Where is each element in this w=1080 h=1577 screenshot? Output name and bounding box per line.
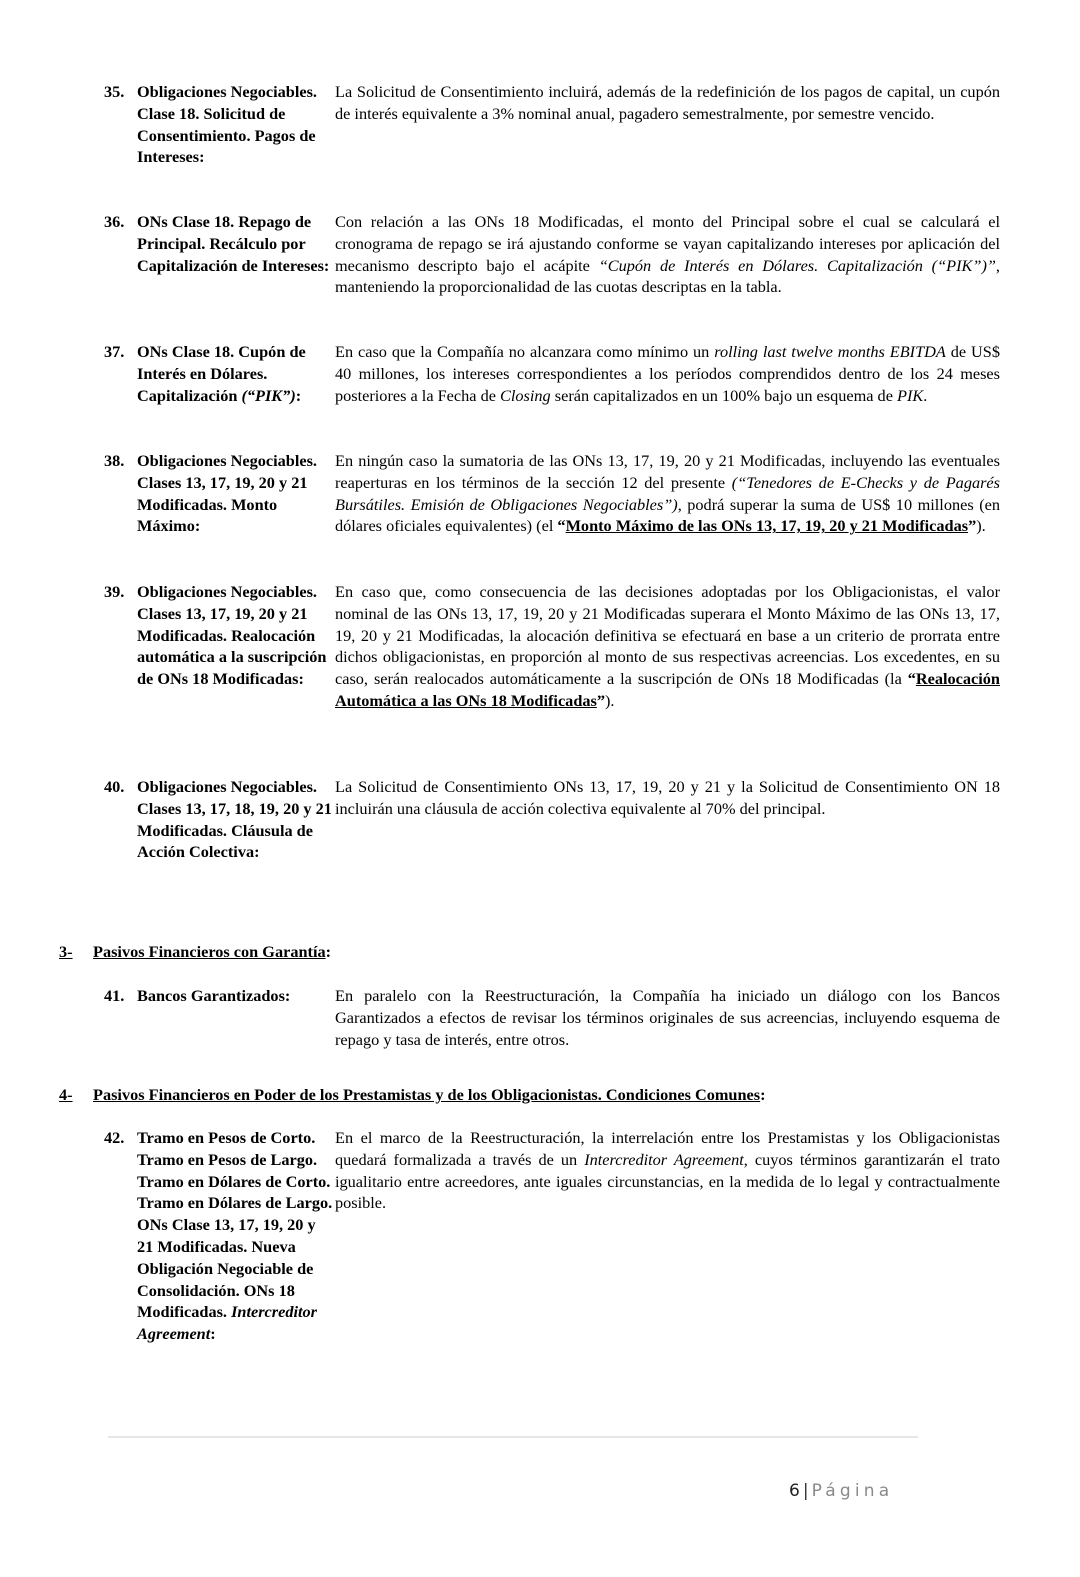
clause-body: Con relación a las ONs 18 Modificadas, el monto del Principal sobre el cual se calculará el cronograma de repago se irá ajustando conforme se vayan capitalizando intereses por aplicación del mecanismo descripto bajo el acápite “Cupón de Interés en Dólares. Capitalización (“PIK”)”, manteniendo la proporcionalidad de las cuotas descriptas en la tabla. <box>335 212 1000 297</box>
defined-term: Realocación Automática a las ONs 18 Modificadas <box>335 669 1000 710</box>
page-number-value: 6 <box>789 1481 800 1501</box>
page-word: Página <box>811 1481 894 1501</box>
clause-number: 37. <box>104 342 125 361</box>
section-heading-3: 3- Pasivos Financieros con Garantía: <box>59 942 332 961</box>
section-title: Pasivos Financieros en Poder de los Prestamistas y de los Obligacionistas. Condiciones Comunes <box>93 1085 761 1104</box>
clause-37 <box>104 341 1000 406</box>
clause-body: En el marco de la Reestructuración, la interrelación entre los Prestamistas y los Obligacionistas quedará formalizada a través de un Intercreditor Agreement, cuyos términos garantizarán el trato igualitario entre acreedores, ante iguales circunstancias, en la medida de lo legal y contractualmente posible. <box>335 1128 1001 1213</box>
clause-number: 40. <box>104 777 125 796</box>
section-title: Pasivos Financieros con Garantía <box>93 942 326 961</box>
clause-body: La Solicitud de Consentimiento ONs 13, 17, 19, 20 y 21 y la Solicitud de Consentimiento ON 18 incluirán una cláusula de acción colectiva equivalente al 70% del principal. <box>335 777 1000 818</box>
clause-label: Obligaciones Negociables. Clase 18. Solicitud de Consentimiento. Pagos de Intereses: <box>137 82 317 167</box>
section-number: 3- <box>59 942 73 961</box>
clause-label: ONs Clase 18. Repago de Principal. Recálculo por Capitalización de Intereses: <box>137 212 330 275</box>
clause-body: La Solicitud de Consentimiento incluirá, además de la redefinición de los pagos de capital, un cupón de interés equivalente a 3% nominal anual, pagadero semestralmente, por semestre vencido. <box>335 82 1000 123</box>
clause-38 <box>104 450 1000 537</box>
section-number: 4- <box>59 1085 73 1104</box>
section-heading-4: 4- Pasivos Financieros en Poder de los Prestamistas y de los Obligacionistas. Condiciones Comunes: <box>59 1085 766 1104</box>
clause-42 <box>104 1127 1000 1345</box>
clause-number: 35. <box>104 82 125 101</box>
clause-number: 39. <box>104 582 125 601</box>
clause-39 <box>104 581 1000 712</box>
clause-40 <box>104 776 1000 863</box>
page-separator: | <box>802 1481 809 1501</box>
clause-body: En caso que, como consecuencia de las decisiones adoptadas por los Obligacionistas, el valor nominal de las ONs 13, 17, 19, 20 y 21 Modificadas superara el Monto Máximo de las ONs 13, 17, 19, 20 y 21 Modificadas, la alocación definitiva se efectuará en base a un criterio de prorrata entre dichos obligacionistas, en proporción al monto de sus respectivas acreencias. Los excedentes, en su caso, serán realocados automáticamente a la suscripción de ONs 18 Modificadas (la “Realocación Automática a las ONs 18 Modificadas”). <box>335 582 1000 710</box>
clause-label: ONs Clase 18. Cupón de Interés en Dólares. Capitalización (“PIK”): <box>137 342 306 405</box>
clause-number: 36. <box>104 212 125 231</box>
clause-label: Obligaciones Negociables. Clases 13, 17, 19, 20 y 21 Modificadas. Monto Máximo: <box>137 451 317 536</box>
clause-41 <box>104 985 1000 1050</box>
clause-body: En caso que la Compañía no alcanzara como mínimo un rolling last twelve months EBITDA de US$ 40 millones, los intereses correspondientes a los períodos comprendidos dentro de los 24 meses posteriores a la Fecha de Closing serán capitalizados en un 100% bajo un esquema de PIK. <box>335 342 1000 405</box>
clause-number: 42. <box>104 1128 125 1147</box>
clause-number: 38. <box>104 451 125 470</box>
page-number <box>789 1481 893 1503</box>
clause-label: Bancos Garantizados: <box>137 986 291 1005</box>
clause-label: Tramo en Pesos de Corto. Tramo en Pesos de Largo. Tramo en Dólares de Corto. Tramo en Dólares de Largo. ONs Clase 13, 17, 19, 20 y 21 Modificadas. Nueva Obligación Negociable de Consolidación. ONs 18 Modificadas. Intercreditor Agreement: <box>137 1128 333 1344</box>
defined-term: Monto Máximo de las ONs 13, 17, 19, 20 y 21 Modificadas <box>565 516 969 536</box>
clause-36 <box>104 211 1000 298</box>
clause-body: En ningún caso la sumatoria de las ONs 13, 17, 19, 20 y 21 Modificadas, incluyendo las eventuales reaperturas en los términos de la sección 12 del presente (“Tenedores de E-Checks y de Pagarés Bursátiles. Emisión de Obligaciones Negociables”), podrá superar la suma de US$ 10 millones (en dólares oficiales equivalentes) (el “Monto Máximo de las ONs 13, 17, 19, 20 y 21 Modificadas”). <box>335 451 1000 536</box>
clause-number: 41. <box>104 986 125 1005</box>
clause-label: Obligaciones Negociables. Clases 13, 17, 19, 20 y 21 Modificadas. Realocación automática a la suscripción de ONs 18 Modificadas: <box>137 582 327 689</box>
clause-35 <box>104 81 1000 168</box>
footer-divider <box>108 1436 918 1438</box>
clause-body: En paralelo con la Reestructuración, la Compañía ha iniciado un diálogo con los Bancos Garantizados a efectos de revisar los términos originales de sus acreencias, incluyendo esquema de repago y tasa de interés, entre otros. <box>335 986 1000 1049</box>
clause-label: Obligaciones Negociables. Clases 13, 17, 18, 19, 20 y 21 Modificadas. Cláusula de Acción Colectiva: <box>137 777 332 862</box>
